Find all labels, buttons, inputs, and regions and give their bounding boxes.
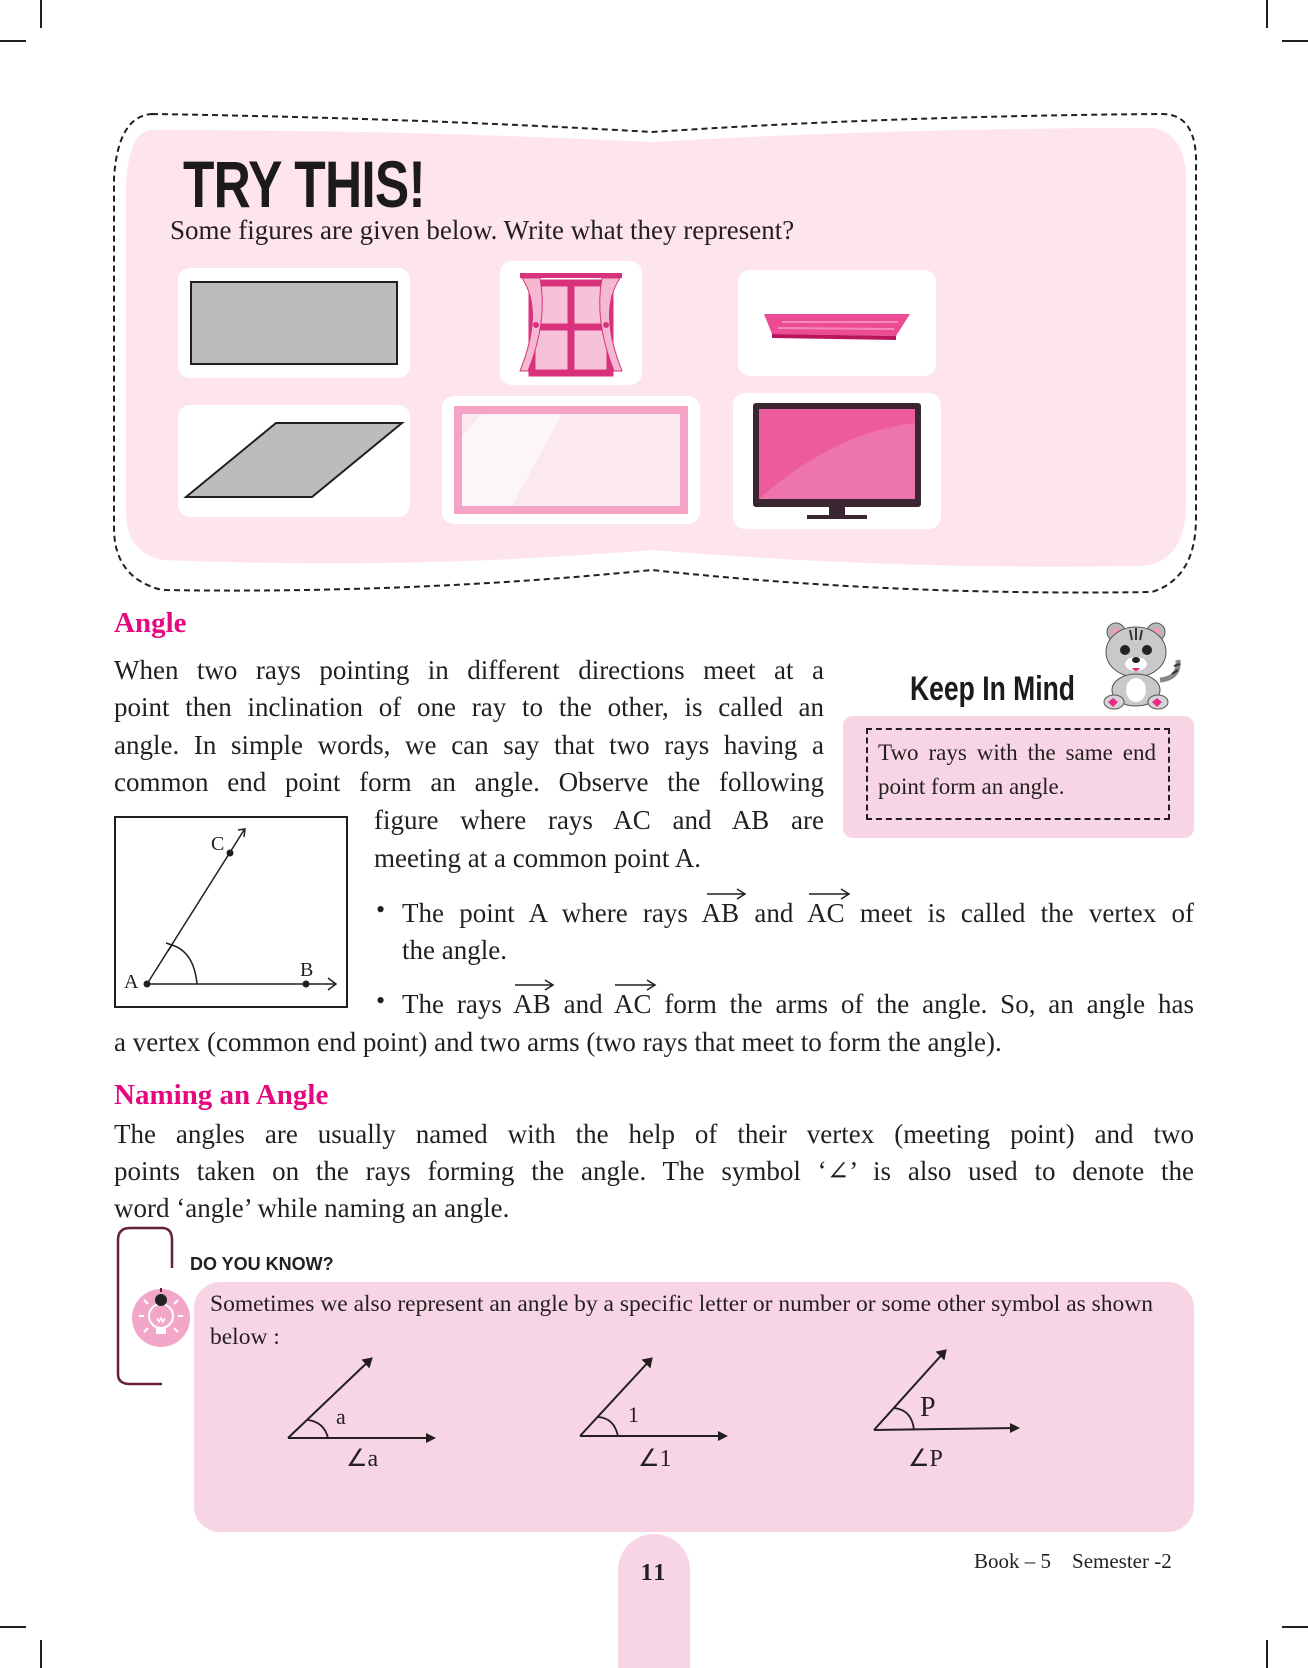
angle-intro-line: common end point form an angle. Observe the following (114, 767, 824, 797)
grey-rectangle-figure (178, 268, 410, 378)
bullet2-post: form the arms of the angle. So, an angle has (651, 989, 1194, 1019)
try-this-title: TRY THIS! (183, 147, 425, 221)
do-you-know-label: DO YOU KNOW? (190, 1254, 334, 1274)
tiger-cub-icon (1094, 618, 1184, 710)
figure-label-c: C (211, 833, 225, 855)
crop-mark (0, 1626, 26, 1628)
bullet-dot: • (376, 986, 386, 1015)
keep-in-mind-title: Keep In Mind (910, 670, 1076, 708)
footer-book-semester (974, 1549, 1172, 1574)
figure-tile-pink-mirror-frame (442, 396, 700, 524)
bullet2-line2: a vertex (common end point) and two arms (two rays that meet to form the angle). (114, 1027, 1002, 1057)
page-number: 11 (640, 1560, 668, 1586)
figure-tile-pink-board (738, 270, 936, 376)
pink-board-figure (738, 270, 936, 376)
do-you-know-text: Sometimes we also represent an angle by a specific letter or number or some other symbol as shown below : (210, 1291, 1154, 1350)
bullet1-line2: the angle. (402, 935, 507, 965)
bullet2-mid: and (550, 989, 614, 1019)
crop-mark (1282, 40, 1308, 42)
page-number-tab (618, 1534, 690, 1668)
angle-inner-label: 1 (628, 1402, 639, 1427)
angle-intro-line: angle. In simple words, we can say that two rays having a (114, 730, 824, 760)
ray-arrow-icon (614, 979, 658, 991)
ray-arrow-icon (808, 888, 852, 900)
angle-figure (114, 816, 348, 1008)
keep-in-mind-text: Two rays with the same end point form an angle. (878, 740, 1156, 799)
example-angle-a (280, 1350, 460, 1470)
crop-mark (40, 0, 42, 28)
ray-arrow-icon (514, 979, 556, 991)
figure-tile-grey-rectangle (178, 268, 410, 378)
angle-figure-text-line: figure where rays AC and AB are (374, 805, 824, 835)
ray-arrow-icon (706, 888, 748, 900)
lightbulb-icon (130, 1288, 192, 1348)
naming-line: points taken on the rays forming the angle. The symbol ‘∠’ is also used to denote the (114, 1156, 1194, 1186)
bullet1-line1 (402, 895, 1194, 933)
crop-mark (0, 40, 26, 42)
bullet2-pre: The rays (402, 989, 514, 1019)
naming-line: The angles are usually named with the help of their vertex (meeting point) and two (114, 1119, 1194, 1149)
ray-ab: AB (701, 898, 740, 928)
pink-mirror-frame-figure (442, 396, 700, 524)
crop-mark (1282, 1626, 1308, 1628)
footer-semester: Semester -2 (1072, 1549, 1172, 1573)
figure-label-a: A (124, 971, 139, 993)
ray-ac: AC (613, 989, 652, 1019)
angle-name-label: ∠P (908, 1446, 943, 1470)
crop-mark (1266, 1640, 1268, 1668)
crop-mark (1266, 0, 1268, 28)
angle-name-label: ∠a (346, 1446, 379, 1470)
bullet1-mid: and (739, 898, 808, 928)
footer-book: Book – 5 (974, 1549, 1052, 1573)
bullet1-post: meet is called the vertex of (844, 898, 1195, 928)
figure-label-b: B (300, 959, 314, 981)
figure-tile-grey-parallelogram (178, 405, 410, 517)
naming-heading: Naming an Angle (114, 1079, 329, 1111)
example-angle-p (866, 1346, 1046, 1470)
naming-line: word ‘angle’ while naming an angle. (114, 1193, 510, 1223)
try-this-instruction: Some figures are given below. Write what they represent? (170, 215, 795, 245)
ray-ab: AB (513, 989, 551, 1019)
angle-heading: Angle (114, 607, 187, 639)
angle-name-label: ∠1 (638, 1446, 672, 1470)
pink-television-figure (733, 393, 941, 529)
pink-window-figure (500, 261, 642, 385)
angle-inner-label: a (336, 1404, 346, 1429)
bullet-dot: • (376, 895, 386, 924)
angle-inner-label: P (920, 1392, 936, 1423)
crop-mark (40, 1640, 42, 1668)
bullet1-pre: The point A where rays (402, 898, 702, 928)
grey-parallelogram-figure (178, 405, 410, 517)
example-angle-1 (572, 1350, 752, 1470)
ray-ac: AC (807, 898, 845, 928)
figure-tile-pink-window (500, 261, 642, 385)
angle-intro-line: point then inclination of one ray to the other, is called an (114, 692, 824, 722)
angle-figure-text-line: meeting at a common point A. (374, 843, 701, 873)
angle-intro-line: When two rays pointing in different directions meet at a (114, 655, 824, 685)
bullet2-line1 (402, 986, 1194, 1024)
figure-tile-pink-television (733, 393, 941, 529)
